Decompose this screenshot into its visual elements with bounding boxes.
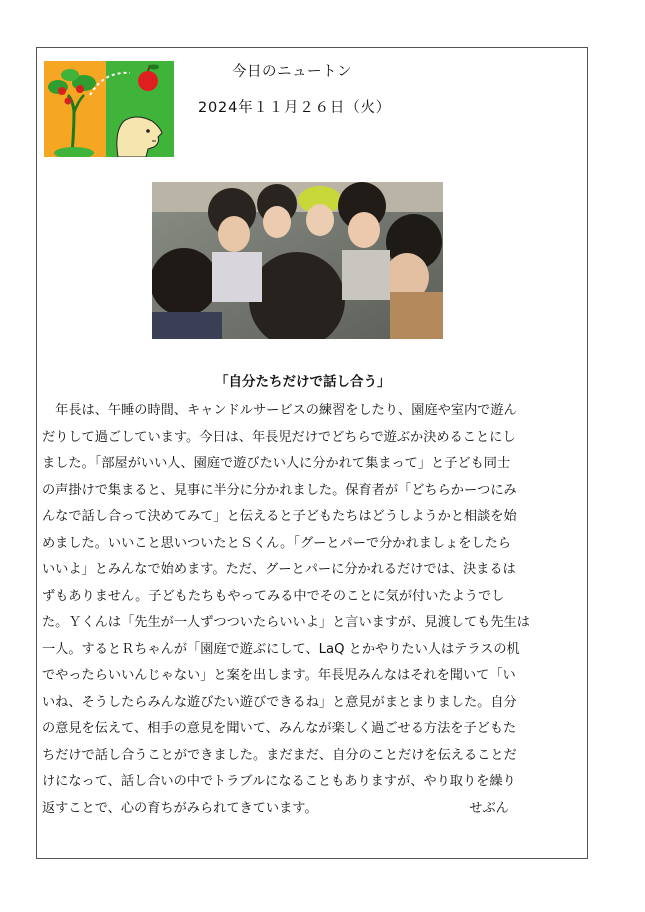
article-line: だりして過ごしています。今日は、年長児だけでどちらで遊ぶか決めることにし [42, 429, 516, 445]
newton-logo-icon [44, 61, 174, 157]
children-photo [152, 182, 443, 339]
article-line: 年長は、午睡の時間、キャンドルサービスの練習をしたり、園庭や室内で遊ん [42, 403, 517, 418]
article-line: ずもありません。子どもたちもやってみる中でそのことに気が付いたようでし [42, 588, 505, 604]
article-line: ちだけで話し合うことができました。まだまだ、自分のことだけを伝えることだ [42, 747, 517, 763]
article-heading: 「自分たちだけで話し合う」 [215, 374, 391, 390]
article-body [42, 398, 590, 822]
article-line: 一人。するとＲちゃんが「園庭で遊ぶにして、LaQ とかやりたい人はテラスの机 [42, 641, 520, 657]
article-line: ました。「部屋がいい人、園庭で遊びたい人に分かれて集まって」と子ども同士 [42, 456, 511, 471]
article-line: めました。いいこと思いついたとＳくん。「グーとパーで分かれましょをしたら [42, 535, 511, 551]
article-line: でやったらいいんじゃない」と案を出します。年長児みんなはそれを聞いて「い [42, 668, 516, 683]
article-line: んなで話し合って決めてみて」と伝えると子どもたちはどうしようかと相談を始 [42, 509, 517, 524]
article-line: いいよ」とみんなで始めます。ただ、グーとパーに分かれるだけでは、決まるは [42, 562, 516, 577]
article-line: いね、そうしたらみんな遊びたい遊びできるね」と意見がまとまりました。自分 [42, 694, 517, 710]
article-line: けになって、話し合いの中でトラブルになることもありますが、やり取りを繰り [42, 774, 516, 789]
page-date: 2024年１１月２６日（火） [198, 100, 392, 116]
article-line: の意見を伝えて、相手の意見を聞いて、みんなが楽しく過ごせる方法を子どもた [42, 721, 517, 736]
article-line: の声掛けで集まると、見事に半分に分かれました。保育者が「どちらかーつにみ [42, 482, 517, 498]
article-line: た。Ｙくんは「先生が一人ずつついたらいいよ」と言いますが、見渡しても先生は [42, 615, 530, 630]
page-title: 今日のニュートン [232, 64, 352, 80]
article-line: 返すことで、心の育ちがみられてきています。 せぶん [42, 800, 509, 816]
